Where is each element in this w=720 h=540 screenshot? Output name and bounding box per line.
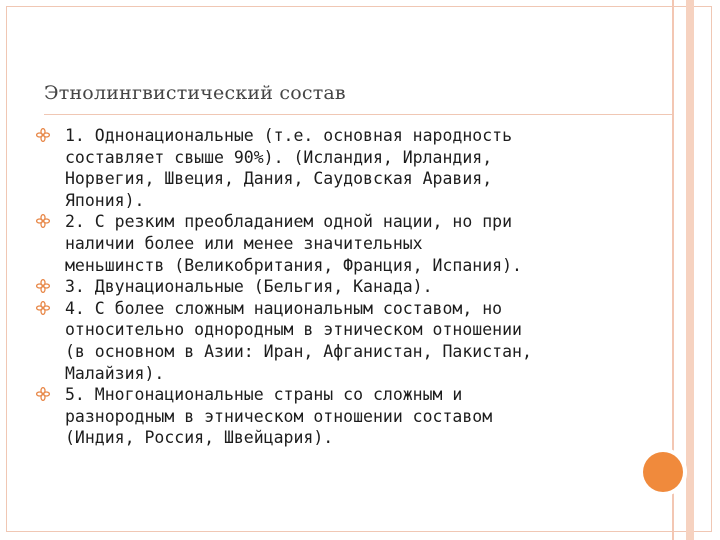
item-line: Япония). [65,190,145,210]
item-line: (Индия, Россия, Швейцария). [65,428,334,448]
list-item [36,298,636,384]
right-accent-band [686,0,694,540]
item-line: (в основном в Азии: Иран, Афганистан, Пакистан, [65,341,532,361]
list-item [36,125,636,211]
item-line: наличии более или менее значительных [65,233,423,253]
list-item [36,384,636,449]
flower-bullet-icon [36,214,50,228]
item-line: разнородным в этническом отношении составом [65,406,493,426]
decorative-circle [643,452,683,492]
list-item [36,211,636,276]
item-line: Норвегия, Швеция, Дания, Саудовская Аравия, [65,169,493,189]
list-item [36,276,636,298]
item-line: 5. Многонациональные страны со сложным и [65,385,463,405]
item-line: относительно однородным в этническом отношении [65,320,522,340]
item-line: 1. Однонациональные (т.е. основная народность [65,126,513,145]
bullet-list [36,125,636,449]
slide-title: Этнолингвистический состав [44,82,346,104]
flower-bullet-icon [36,387,50,401]
title-underline [44,114,674,115]
flower-bullet-icon [36,279,50,293]
item-line: 4. С более сложным национальным составом, но [65,298,503,318]
flower-bullet-icon [36,128,50,142]
item-line: 2. С резким преобладанием одной нации, но при [65,212,513,232]
item-line: 3. Двунациональные (Бельгия, Канада). [65,277,433,297]
item-line: Малайзия). [65,363,165,383]
flower-bullet-icon [36,301,50,315]
item-line: составляет свыше 90%). (Исландия, Ирландия, [65,147,493,167]
item-line: меньшинств (Великобритания, Франция, Испания). [65,255,522,275]
